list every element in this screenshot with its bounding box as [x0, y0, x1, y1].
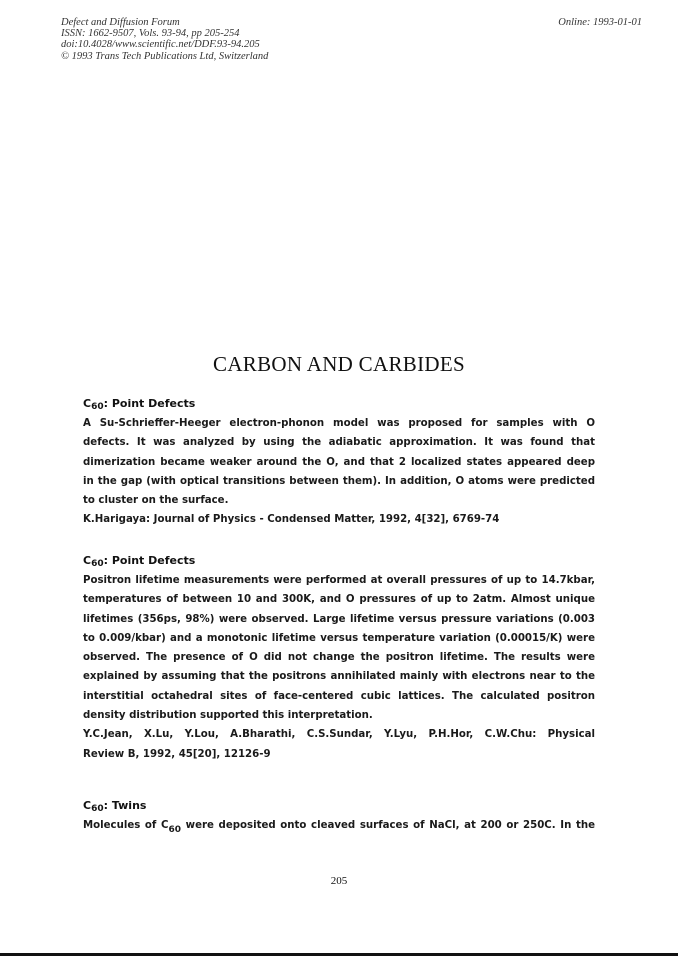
article-abstract [83, 414, 595, 510]
abstract-line: to 0.009/kbar) and a monotonic lifetime versus temperature variation (0.00015/K) were [83, 632, 595, 644]
doi-line: doi:10.4028/www.scientific.net/DDF.93-94.205 [61, 39, 260, 51]
article-abstract [83, 816, 595, 836]
article-citation [83, 725, 595, 764]
title-rest: : Point Defects [103, 554, 196, 567]
abstract-line: temperatures of between 10 and 300K, and O pressures of up to 2atm. Almost unique [83, 594, 595, 606]
abstract-line: explained by assuming that the positrons annihilated mainly with electrons near to the [83, 671, 595, 683]
journal-header [61, 17, 268, 62]
article-3 [83, 796, 595, 836]
citation-line: Review B, 1992, 45[20], 12126-9 [83, 748, 271, 760]
online-date: Online: 1993-01-01 [558, 17, 642, 28]
title-rest: : Point Defects [103, 397, 196, 410]
title-subscript: 60 [91, 804, 104, 814]
line-post: were deposited onto cleaved surfaces of NaCl, at 200 or 250C. In the [181, 820, 596, 831]
title-prefix: C [83, 397, 92, 410]
title-subscript: 60 [91, 402, 104, 412]
abstract-line: in the gap (with optical transitions between them). In addition, O atoms were predicted [83, 475, 595, 487]
footer-rule [0, 953, 678, 956]
abstract-line: A Su-Schrieffer-Heeger electron-phonon model was proposed for samples with O [83, 418, 595, 429]
abstract-line: density distribution supported this interpretation. [83, 710, 373, 722]
title-prefix: C [83, 554, 92, 567]
abstract-line: defects. It was analyzed by using the adiabatic approximation. It was found that [83, 437, 595, 449]
title-rest: : Twins [103, 799, 147, 812]
issn-line: ISSN: 1662-9507, Vols. 93-94, pp 205-254 [61, 28, 240, 40]
abstract-line [83, 816, 595, 836]
article-1 [83, 394, 595, 530]
line-subscript: 60 [168, 825, 182, 835]
citation-line: Y.C.Jean, X.Lu, Y.Lou, A.Bharathi, C.S.Sundar, Y.Lyu, P.H.Hor, C.W.Chu: Physical [83, 729, 595, 741]
copyright-line: © 1993 Trans Tech Publications Ltd, Switzerland [61, 50, 269, 62]
abstract-line: interstitial octahedral sites of face-centered cubic lattices. The calculated positron [83, 690, 595, 702]
article-title [83, 551, 595, 571]
abstract-line: lifetimes (356ps, 98%) were observed. Large lifetime versus pressure variations (0.003 [83, 613, 595, 625]
abstract-line: Positron lifetime measurements were performed at overall pressures of up to 14.7kbar, [83, 575, 595, 586]
line-pre: Molecules of C [83, 820, 169, 831]
title-prefix: C [83, 799, 92, 812]
article-citation: K.Harigaya: Journal of Physics - Condensed Matter, 1992, 4[32], 6769-74 [83, 514, 500, 526]
article-title [83, 394, 595, 414]
article-2 [83, 551, 595, 764]
abstract-line: to cluster on the surface. [83, 495, 229, 507]
abstract-line: dimerization became weaker around the O, and that 2 localized states appeared deep [83, 456, 595, 468]
article-title [83, 796, 595, 816]
journal-name: Defect and Diffusion Forum [61, 17, 180, 28]
abstract-line: observed. The presence of O did not change the positron lifetime. The results were [83, 652, 595, 664]
article-abstract [83, 571, 595, 725]
page-number: 205 [330, 875, 348, 887]
title-subscript: 60 [91, 559, 104, 569]
section-title: CARBON AND CARBIDES [213, 352, 465, 376]
